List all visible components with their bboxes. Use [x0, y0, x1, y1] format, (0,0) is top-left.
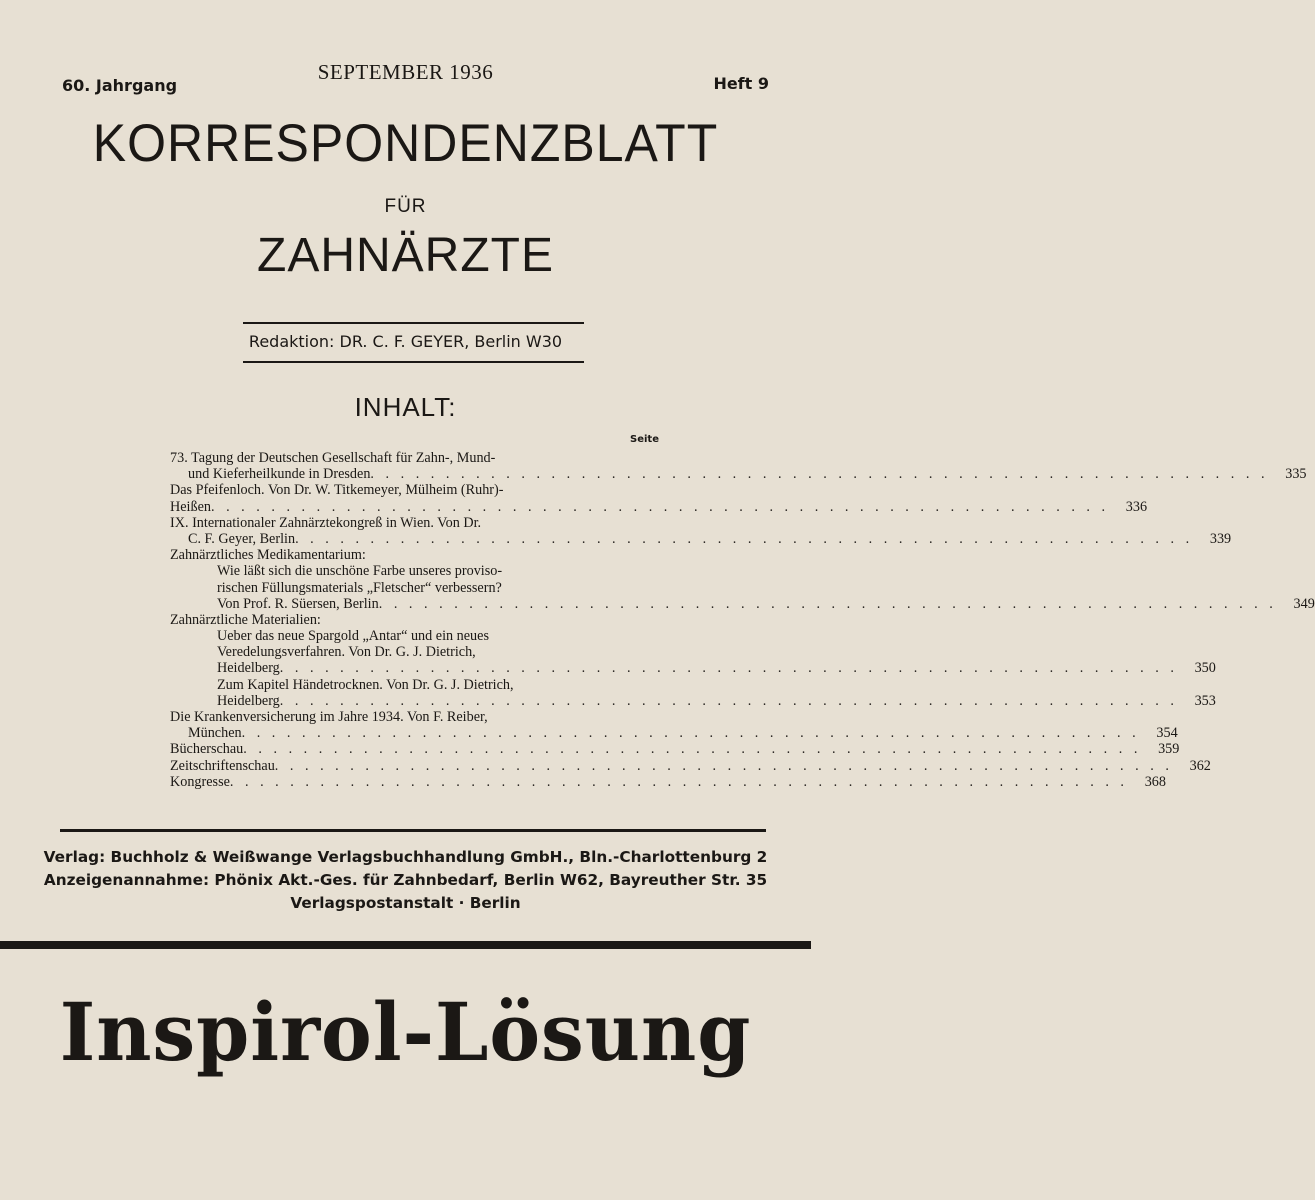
- table-of-contents: [170, 450, 1315, 790]
- toc-entry-text: und Kieferheilkunde in Dresden: [188, 466, 371, 483]
- toc-line: [170, 692, 1216, 709]
- toc-entry-text: Heißen: [170, 498, 211, 515]
- toc-entry-text: Zum Kapitel Händetrocknen. Von Dr. G. J. Dietrich,: [217, 676, 514, 693]
- toc-entry-text: Kongresse: [170, 773, 230, 790]
- toc-dot-leader: . . . . . . . . . . . . . . . . . . . . . . . . . . . . . . . . . . . . . . . . . . . . . . . . . . . . . . . . . . . .: [279, 660, 1178, 677]
- toc-dot-leader: . . . . . . . . . . . . . . . . . . . . . . . . . . . . . . . . . . . . . . . . . . . . . . . . . . . . . . . . . . . .: [243, 741, 1142, 758]
- toc-line: [170, 709, 660, 725]
- toc-line: [170, 741, 1180, 758]
- toc-entry-text: Von Prof. R. Süersen, Berlin: [217, 595, 379, 612]
- toc-page-number: 350: [1194, 660, 1216, 677]
- editor-rule-top: [243, 322, 584, 324]
- toc-entry-text: Zahnärztliches Medikamentarium:: [170, 547, 366, 564]
- toc-page-number: 359: [1158, 741, 1180, 758]
- toc-entry-text: Die Krankenversicherung im Jahre 1934. Von F. Reiber,: [170, 709, 488, 725]
- toc-page-number: 362: [1189, 757, 1211, 774]
- toc-entry-text: C. F. Geyer, Berlin: [188, 530, 296, 547]
- toc-entry-text: Heidelberg: [217, 660, 280, 677]
- toc-line: [170, 725, 1178, 742]
- toc-line: [170, 660, 1216, 677]
- contents-heading: INHALT:: [354, 392, 457, 422]
- toc-entry-text: IX. Internationaler Zahnärztekongreß in Wien. Von Dr.: [170, 514, 482, 531]
- toc-line: [170, 563, 660, 579]
- toc-entry-text: rischen Füllungsmaterials „Fletscher“ verbessern?: [217, 579, 502, 596]
- toc-line: [170, 595, 1315, 612]
- toc-line: [170, 773, 1166, 790]
- toc-line: [170, 530, 1232, 547]
- toc-line: [170, 547, 660, 563]
- toc-line: [170, 644, 660, 660]
- toc-entry-text: 73. Tagung der Deutschen Gesellschaft für Zahn-, Mund-: [170, 450, 496, 466]
- toc-dot-leader: . . . . . . . . . . . . . . . . . . . . . . . . . . . . . . . . . . . . . . . . . . . . . . . . . . . . . . . . . . . .: [210, 498, 1110, 515]
- volume-label: 60. Jahrgang: [62, 76, 178, 95]
- issue-date: SEPTEMBER 1936: [317, 60, 494, 84]
- toc-line: [170, 580, 660, 596]
- toc-line: [170, 515, 660, 531]
- toc-entry-text: Das Pfeifenloch. Von Dr. W. Titkemeyer, Mülheim (Ruhr)-: [170, 482, 504, 499]
- toc-entry-text: Bücherschau: [170, 741, 244, 758]
- toc-page-number: 339: [1209, 530, 1232, 547]
- toc-entry-text: Zahnärztliche Materialien:: [170, 611, 321, 628]
- toc-dot-leader: . . . . . . . . . . . . . . . . . . . . . . . . . . . . . . . . . . . . . . . . . . . . . . . . . . . . . . . . . . . .: [370, 466, 1269, 483]
- toc-entry-text: Heidelberg: [217, 692, 280, 709]
- toc-page-number: 349: [1293, 595, 1315, 612]
- advertisement-rule: [0, 941, 811, 949]
- toc-page-number: 368: [1144, 773, 1166, 790]
- toc-line: [170, 677, 660, 693]
- toc-page-number: 335: [1285, 466, 1307, 483]
- toc-entry-text: Zeitschriftenschau: [170, 757, 275, 774]
- toc-dot-leader: . . . . . . . . . . . . . . . . . . . . . . . . . . . . . . . . . . . . . . . . . . . . . . . . . . . . . . . . . . . .: [279, 692, 1178, 709]
- toc-line: [170, 628, 660, 644]
- toc-entry-text: Veredelungsverfahren. Von Dr. G. J. Dietrich,: [217, 644, 476, 661]
- publisher-line: Verlag: Buchholz & Weißwange Verlagsbuchhandlung GmbH., Bln.-Charlottenburg 2: [43, 848, 768, 866]
- issue-number: Heft 9: [713, 74, 769, 93]
- postal-line: Verlagspostanstalt · Berlin: [290, 894, 521, 912]
- advertisement-text: Inspirol-Lösung: [59, 985, 752, 1079]
- toc-page-number: 354: [1156, 725, 1178, 742]
- journal-title: KORRESPONDENZBLATT: [92, 113, 719, 173]
- toc-line: [170, 482, 660, 498]
- toc-line: [170, 757, 1211, 774]
- toc-page-number: 353: [1194, 692, 1216, 709]
- toc-entry-text: Wie läßt sich die unschöne Farbe unseres proviso-: [217, 563, 503, 580]
- toc-page-number: 336: [1125, 498, 1148, 515]
- publisher-rule: [60, 829, 766, 832]
- toc-dot-leader: . . . . . . . . . . . . . . . . . . . . . . . . . . . . . . . . . . . . . . . . . . . . . . . . . . . . . . . . . . . .: [241, 725, 1140, 742]
- toc-dot-leader: . . . . . . . . . . . . . . . . . . . . . . . . . . . . . . . . . . . . . . . . . . . . . . . . . . . . . . . . . . . .: [229, 773, 1128, 790]
- toc-dot-leader: . . . . . . . . . . . . . . . . . . . . . . . . . . . . . . . . . . . . . . . . . . . . . . . . . . . . . . . . . . . .: [274, 757, 1173, 774]
- toc-entry-text: Ueber das neue Spargold „Antar“ und ein neues: [217, 628, 489, 645]
- toc-dot-leader: . . . . . . . . . . . . . . . . . . . . . . . . . . . . . . . . . . . . . . . . . . . . . . . . . . . . . . . . . . . .: [295, 530, 1194, 547]
- publisher-block: [0, 846, 811, 915]
- advertising-line: Anzeigenannahme: Phönix Akt.-Ges. für Zahnbedarf, Berlin W62, Bayreuther Str. 35: [43, 871, 768, 889]
- toc-line: [170, 450, 660, 466]
- editor-rule-bottom: [243, 361, 584, 363]
- toc-line: [170, 498, 1148, 515]
- toc-line: [170, 612, 660, 628]
- journal-subtitle: ZAHNÄRZTE: [257, 229, 554, 282]
- toc-entry-text: München: [188, 725, 242, 742]
- editor-line: Redaktion: DR. C. F. GEYER, Berlin W30: [248, 332, 563, 351]
- page-column-label: Seite: [630, 434, 659, 445]
- journal-title-connector: FÜR: [384, 196, 427, 217]
- toc-line: [170, 466, 1307, 483]
- toc-dot-leader: . . . . . . . . . . . . . . . . . . . . . . . . . . . . . . . . . . . . . . . . . . . . . . . . . . . . . . . . . . . .: [378, 595, 1277, 612]
